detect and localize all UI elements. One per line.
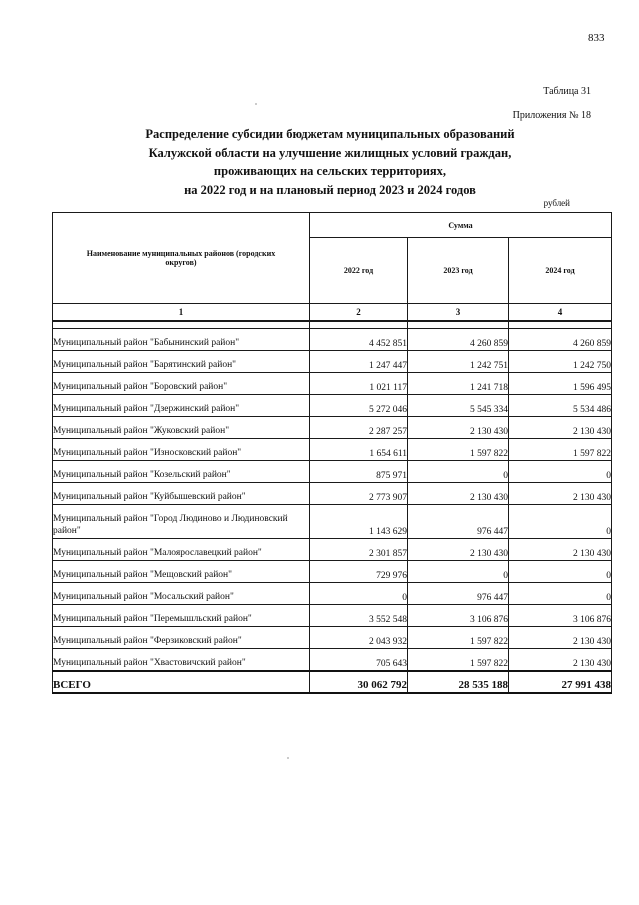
value-2024-cell: 1 597 822 (509, 439, 612, 461)
value-2023-cell: 1 597 822 (408, 649, 509, 672)
header-municipality-name: Наименование муниципальных районов (городских округов) (53, 213, 310, 304)
table-row (53, 461, 612, 483)
value-2022-cell: 1 021 117 (310, 373, 408, 395)
municipality-name-cell: Муниципальный район "Дзержинский район" (53, 395, 310, 417)
value-2023-cell: 4 260 859 (408, 329, 509, 351)
value-2023-cell: 0 (408, 461, 509, 483)
value-2024-cell: 0 (509, 505, 612, 539)
table-row (53, 583, 612, 605)
table-row (53, 417, 612, 439)
title-line: Распределение субсидии бюджетам муниципальных образований (145, 127, 515, 141)
table-spacer-row (53, 321, 612, 329)
municipality-name-cell: Муниципальный район "Износковский район" (53, 439, 310, 461)
title-line: Калужской области на улучшение жилищных условий граждан, (148, 145, 512, 160)
municipality-name-cell: Муниципальный район "Боровский район" (53, 373, 310, 395)
units-label: рублей (543, 198, 570, 208)
municipality-name-cell: Муниципальный район "Мещовский район" (53, 561, 310, 583)
value-2023-cell: 2 130 430 (408, 539, 509, 561)
column-number: 3 (408, 304, 509, 322)
value-2024-cell: 3 106 876 (509, 605, 612, 627)
municipality-name-cell: Муниципальный район "Малоярославецкий район" (53, 539, 310, 561)
value-2023-cell: 0 (408, 561, 509, 583)
value-2022-cell: 0 (310, 583, 408, 605)
total-row (53, 671, 612, 693)
value-2023-cell: 3 106 876 (408, 605, 509, 627)
value-2023-cell: 1 597 822 (408, 627, 509, 649)
total-label: ВСЕГО (53, 671, 310, 693)
header-year-2023: 2023 год (408, 238, 509, 304)
value-2022-cell: 2 773 907 (310, 483, 408, 505)
value-2022-cell: 3 552 548 (310, 605, 408, 627)
column-number: 1 (53, 304, 310, 322)
value-2022-cell: 2 287 257 (310, 417, 408, 439)
municipality-name-cell: Муниципальный район "Барятинский район" (53, 351, 310, 373)
header-sum: Сумма (310, 213, 612, 238)
table-row (53, 373, 612, 395)
value-2023-cell: 1 597 822 (408, 439, 509, 461)
value-2024-cell: 0 (509, 561, 612, 583)
value-2024-cell: 1 242 750 (509, 351, 612, 373)
municipality-name-cell: Муниципальный район "Бабынинский район" (53, 329, 310, 351)
table-row (53, 539, 612, 561)
table-row (53, 649, 612, 672)
table-row (53, 627, 612, 649)
document-title (70, 125, 590, 199)
title-line: на 2022 год и на плановый период 2023 и 2024 годов (184, 182, 476, 197)
table-number: Таблица 31 (543, 86, 591, 97)
value-2022-cell: 705 643 (310, 649, 408, 672)
title-line: проживающих на сельских территориях, (213, 164, 447, 178)
scan-speck (287, 757, 289, 759)
municipality-name-cell: Муниципальный район "Перемышльский район" (53, 605, 310, 627)
table-row (53, 329, 612, 351)
value-2024-cell: 2 130 430 (509, 483, 612, 505)
municipality-name-cell: Муниципальный район "Куйбышевский район" (53, 483, 310, 505)
value-2024-cell: 4 260 859 (509, 329, 612, 351)
value-2023-cell: 5 545 334 (408, 395, 509, 417)
value-2022-cell: 2 043 932 (310, 627, 408, 649)
value-2023-cell: 2 130 430 (408, 417, 509, 439)
value-2022-cell: 875 971 (310, 461, 408, 483)
value-2022-cell: 1 143 629 (310, 505, 408, 539)
header-year-2024: 2024 год (509, 238, 612, 304)
value-2023-cell: 2 130 430 (408, 483, 509, 505)
column-number: 4 (509, 304, 612, 322)
table-row (53, 561, 612, 583)
table-body (53, 321, 612, 671)
table-row (53, 605, 612, 627)
subsidy-table (52, 212, 612, 694)
page-number: 833 (588, 32, 605, 44)
total-2024: 27 991 438 (509, 671, 612, 693)
table-row (53, 395, 612, 417)
value-2024-cell: 0 (509, 583, 612, 605)
value-2024-cell: 5 534 486 (509, 395, 612, 417)
scan-speck (255, 103, 257, 105)
value-2023-cell: 1 242 751 (408, 351, 509, 373)
value-2023-cell: 976 447 (408, 505, 509, 539)
municipality-name-cell: Муниципальный район "Хвастовичский район" (53, 649, 310, 672)
value-2023-cell: 976 447 (408, 583, 509, 605)
value-2024-cell: 0 (509, 461, 612, 483)
value-2024-cell: 2 130 430 (509, 417, 612, 439)
value-2022-cell: 5 272 046 (310, 395, 408, 417)
table-row (53, 439, 612, 461)
value-2024-cell: 2 130 430 (509, 627, 612, 649)
total-2023: 28 535 188 (408, 671, 509, 693)
municipality-name-cell: Муниципальный район "Ферзиковский район" (53, 627, 310, 649)
municipality-name-cell: Муниципальный район "Козельский район" (53, 461, 310, 483)
header-year-2022: 2022 год (310, 238, 408, 304)
value-2022-cell: 1 247 447 (310, 351, 408, 373)
table-row (53, 351, 612, 373)
table-row (53, 483, 612, 505)
value-2023-cell: 1 241 718 (408, 373, 509, 395)
table-row (53, 505, 612, 539)
value-2024-cell: 1 596 495 (509, 373, 612, 395)
total-2022: 30 062 792 (310, 671, 408, 693)
column-number: 2 (310, 304, 408, 322)
value-2024-cell: 2 130 430 (509, 649, 612, 672)
municipality-name-cell: Муниципальный район "Мосальский район" (53, 583, 310, 605)
municipality-name-cell: Муниципальный район "Город Людиново и Людиновский район" (53, 505, 310, 539)
value-2022-cell: 4 452 851 (310, 329, 408, 351)
municipality-name-cell: Муниципальный район "Жуковский район" (53, 417, 310, 439)
value-2022-cell: 2 301 857 (310, 539, 408, 561)
appendix-label: Приложения № 18 (512, 110, 591, 121)
value-2022-cell: 729 976 (310, 561, 408, 583)
value-2024-cell: 2 130 430 (509, 539, 612, 561)
value-2022-cell: 1 654 611 (310, 439, 408, 461)
